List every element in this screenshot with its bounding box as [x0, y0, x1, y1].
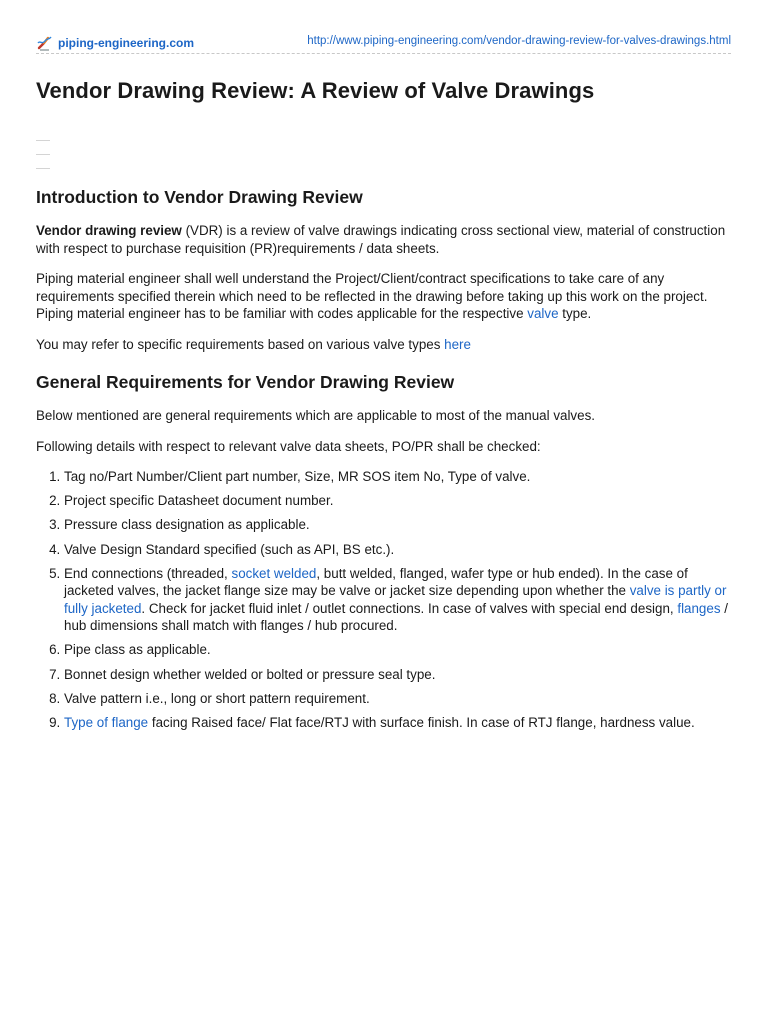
page-url-link[interactable]: http://www.piping-engineering.com/vendor-drawing-review-for-valves-drawings.html: [307, 35, 731, 47]
share-line: [36, 168, 50, 169]
share-line: [36, 140, 50, 141]
type-of-flange-link[interactable]: Type of flange: [64, 715, 149, 730]
list-item: 1. Tag no/Part Number/Client part number, Size, MR SOS item No, Type of valve.: [64, 468, 734, 486]
jacketed-valve-link[interactable]: valve is partly or fully jacketed: [64, 583, 727, 616]
flanges-link[interactable]: flanges: [677, 600, 721, 616]
item-text: / hub dimensions shall match with flanges / hub procured.: [64, 600, 728, 634]
requirements-list: [36, 468, 734, 732]
site-name[interactable]: piping-engineering.com: [58, 35, 195, 50]
intro-text: type.: [558, 306, 592, 321]
general-paragraph-2: Following details with respect to relevant valve data sheets, PO/PR shall be checked:: [36, 438, 541, 454]
item-text: , butt welded, flanged, wafer type or hub ended). In the case of jacketed valves, the jacket flange size may be valve or jacket size depending upon whether the: [64, 565, 688, 599]
intro-text: You may refer to specific requirements based on various valve types: [36, 336, 445, 352]
item-text: facing Raised face/ Flat face/RTJ with surface finish. In case of RTJ flange, hardness value.: [148, 715, 695, 730]
general-heading: General Requirements for Vendor Drawing Review: [36, 372, 455, 392]
intro-heading: Introduction to Vendor Drawing Review: [36, 187, 363, 207]
intro-bold-term: Vendor drawing review: [36, 223, 182, 238]
item-text: . Check for jacket fluid inlet / outlet connections. In case of valves with special end design,: [141, 600, 678, 616]
article-body: [36, 186, 734, 738]
page-title: Vendor Drawing Review: A Review of Valve Drawings: [36, 78, 595, 103]
list-item: 7. Bonnet design whether welded or bolted or pressure seal type.: [64, 666, 734, 684]
list-item: 8. Valve pattern i.e., long or short pattern requirement.: [64, 690, 734, 708]
intro-text: (VDR) is a review of valve drawings indicating cross sectional view, material of construction with respect to purchase requisition (PR)requirements / data sheets.: [36, 223, 726, 256]
item-text: End connections (threaded,: [64, 565, 232, 581]
valve-link[interactable]: valve: [527, 306, 559, 321]
list-item: 3. Pressure class designation as applicable.: [64, 516, 734, 534]
list-item: [64, 565, 734, 635]
socket-welded-link[interactable]: socket welded: [231, 565, 317, 581]
list-item: 6. Pipe class as applicable.: [64, 641, 734, 659]
intro-paragraph-2: [36, 270, 734, 323]
list-item: 4. Valve Design Standard specified (such as API, BS etc.).: [64, 541, 734, 559]
pipe-logo-icon: [36, 34, 53, 51]
intro-text: Piping material engineer shall well understand the Project/Client/contract specifications to take care of any requirements specified therein which need to be reflected in the drawing before taking up this work on the project. Piping material engineer has to be familiar with codes applicable for the respective: [36, 271, 708, 321]
site-logo[interactable]: [36, 34, 194, 51]
intro-paragraph-1: [36, 222, 734, 257]
here-link[interactable]: here: [444, 336, 471, 352]
page-header: [36, 31, 731, 54]
share-line: [36, 154, 50, 155]
list-item: 2. Project specific Datasheet document number.: [64, 492, 734, 510]
intro-paragraph-3: [36, 336, 734, 354]
share-placeholder: [36, 140, 50, 182]
general-paragraph-1: Below mentioned are general requirements which are applicable to most of the manual valves.: [36, 408, 595, 423]
list-item: [64, 714, 734, 732]
